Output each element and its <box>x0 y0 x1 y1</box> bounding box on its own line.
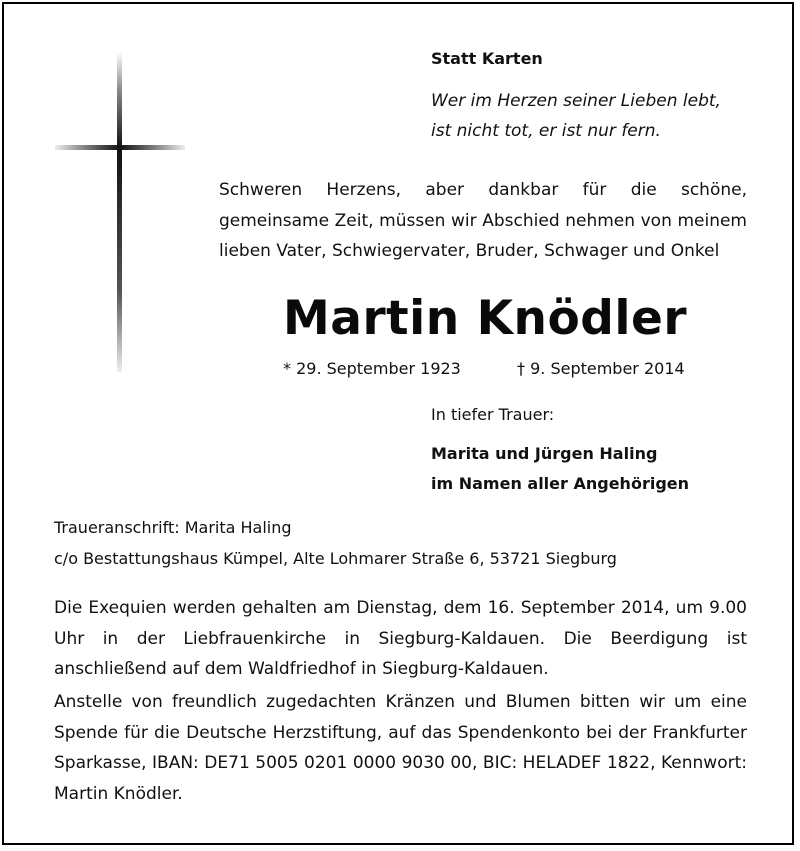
statt-karten-label: Statt Karten <box>431 49 543 68</box>
quote-line-1: Wer im Herzen seiner Lieben lebt, <box>431 91 721 111</box>
donation-paragraph: Anstelle von freundlich zugedachten Kränzen und Blumen bitten wir um eine Spende für die Deutsche Herzstiftung, auf das Spendenkonto bei der Frankfurter Sparkasse, IBAN: DE71 5005 0201 0000 9030 00, BIC: HELADEF 1822, Kennwort: Martin Knödler. <box>54 692 747 804</box>
mourner-relatives: im Namen aller Angehörigen <box>431 474 690 493</box>
birth-date: * 29. September 1923 <box>283 359 461 378</box>
death-date: † 9. September 2014 <box>517 359 685 378</box>
intro-text: Schweren Herzens, aber dankbar für die schöne, gemeinsame Zeit, müssen wir Abschied nehmen von meinem lieben Vater, Schwiegervater, Bruder, Schwager und Onkel <box>219 180 747 261</box>
address-line-2: c/o Bestattungshaus Kümpel, Alte Lohmarer Straße 6, 53721 Siegburg <box>54 549 617 568</box>
deceased-name: Martin Knödler <box>283 291 688 346</box>
service-paragraph: Die Exequien werden gehalten am Dienstag, dem 16. September 2014, um 9.00 Uhr in der Liebfrauenkirche in Siegburg-Kaldauen. Die Beerdigung ist anschließend auf dem Waldfriedhof in Siegburg-Kaldauen. <box>54 598 747 679</box>
mourner-names: Marita und Jürgen Haling <box>431 444 658 463</box>
mourning-heading: In tiefer Trauer: <box>431 405 555 424</box>
address-line-1: Traueranschrift: Marita Haling <box>54 518 292 537</box>
quote-line-2: ist nicht tot, er ist nur fern. <box>431 121 661 141</box>
cross-icon <box>55 52 185 372</box>
